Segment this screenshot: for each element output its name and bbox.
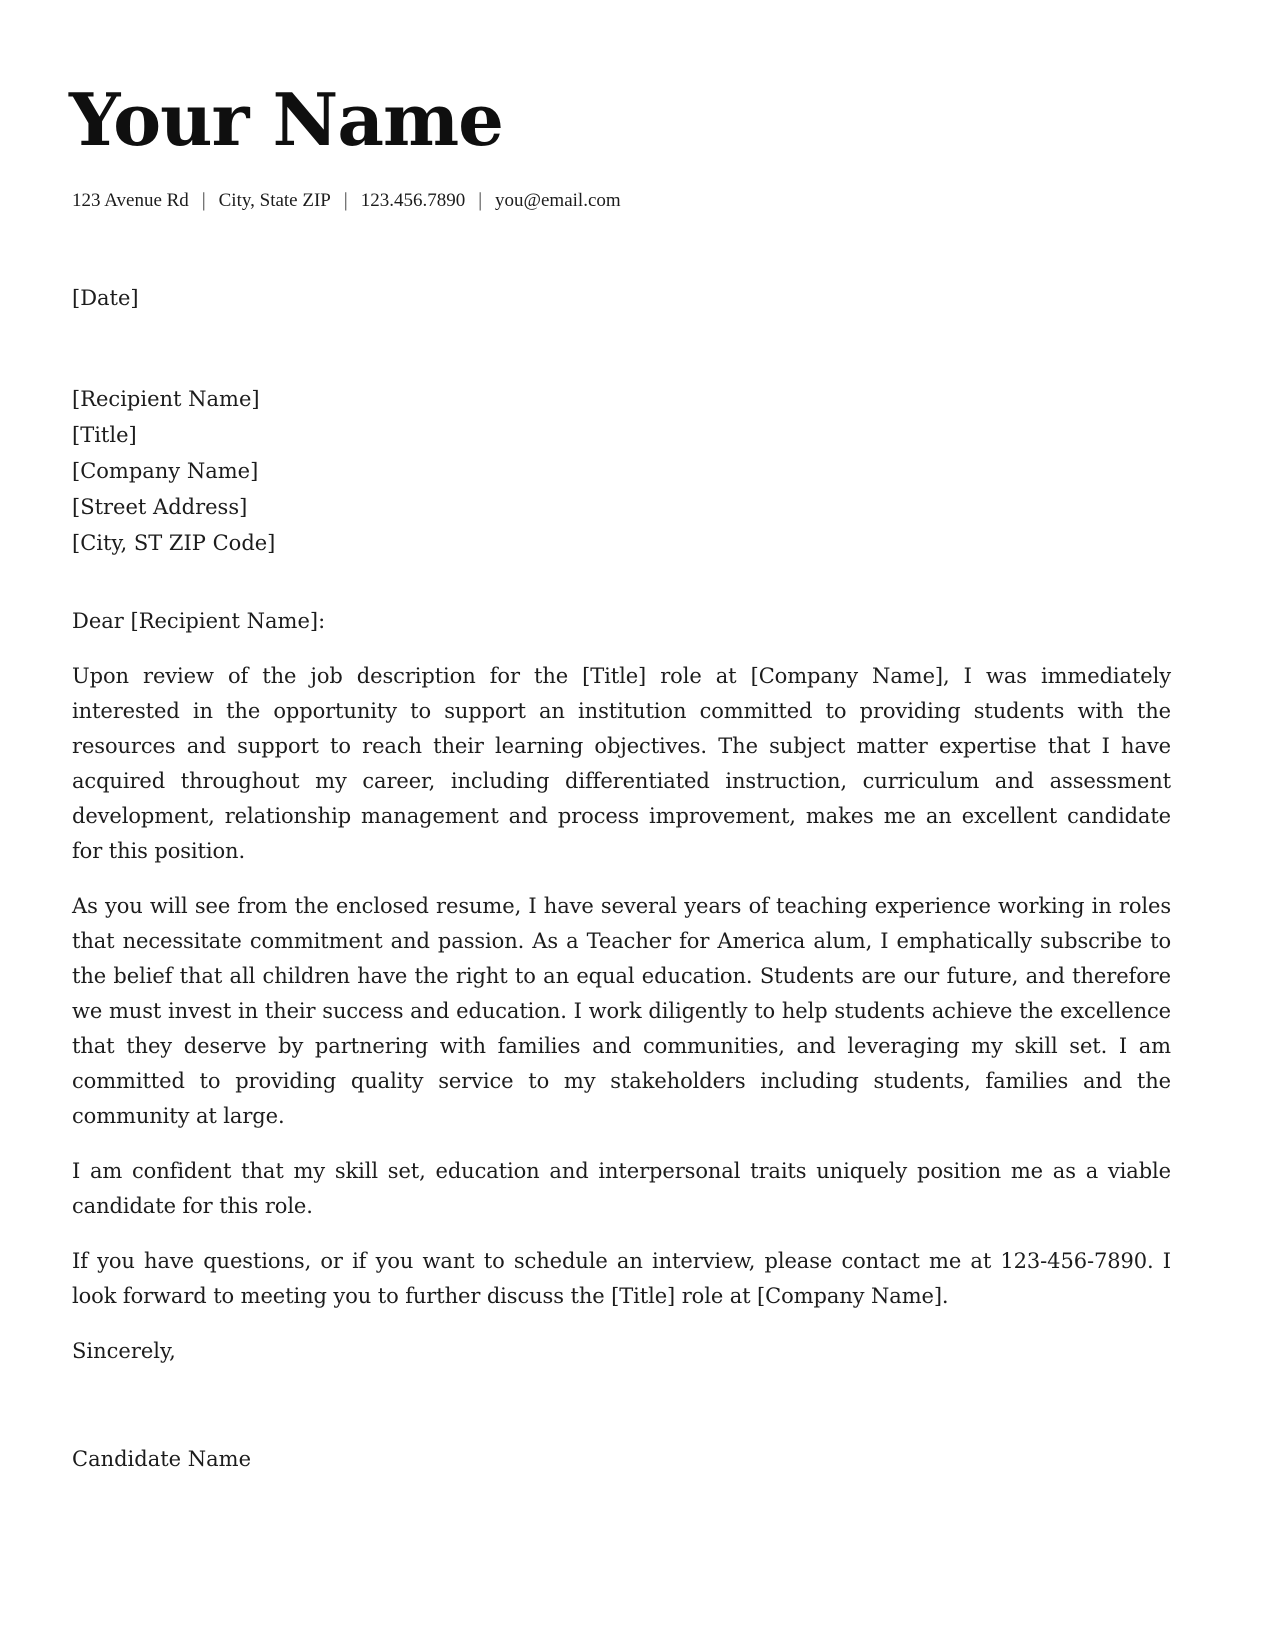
contact-line [72, 190, 1171, 212]
contact-phone: 123.456.7890 [360, 190, 466, 211]
recipient-city-line: [City, ST ZIP Code] [72, 531, 276, 555]
contact-city-state-zip: City, State ZIP [218, 190, 331, 211]
recipient-street-line: [Street Address] [72, 495, 248, 519]
body-paragraph-1: Upon review of the job description for the [Title] role at [Company Name], I was immediately interested in the opportunity to support an institution committed to providing students with the resources and support to reach their learning objectives. The subject matter expertise that I have acquired throughout my career, including differentiated instruction, curriculum and assessment development, relationship management and process improvement, makes me an excellent candidate for this position. [72, 664, 1171, 863]
salutation: Dear [Recipient Name]: [72, 609, 326, 633]
page-title: Your Name [69, 77, 503, 162]
contact-separator: | [343, 189, 348, 212]
body-paragraph-4: If you have questions, or if you want to schedule an interview, please contact me at 123-456-7890. I look forward to meeting you to further discuss the [Title] role at [Company Name]. [72, 1249, 1171, 1308]
date-placeholder: [Date] [72, 286, 139, 310]
recipient-block [72, 381, 1171, 561]
body-paragraph-2: As you will see from the enclosed resume, I have several years of teaching experience working in roles that necessitate commitment and passion. As a Teacher for America alum, I emphatically subscribe to the belief that all children have the right to an equal education. Students are our future, and therefore we must invest in their success and education. I work diligently to help students achieve the excellence that they deserve by partnering with families and communities, and leveraging my skill set. I am committed to providing quality service to my stakeholders including students, families and the community at large. [72, 894, 1171, 1128]
body-paragraph-3: I am confident that my skill set, education and interpersonal traits uniquely position me as a viable candidate for this role. [72, 1159, 1171, 1218]
signature-name: Candidate Name [72, 1447, 252, 1471]
contact-separator: | [201, 189, 206, 212]
closing: Sincerely, [72, 1339, 176, 1363]
recipient-name-line: [Recipient Name] [72, 387, 260, 411]
contact-address: 123 Avenue Rd [72, 190, 189, 211]
recipient-title-line: [Title] [72, 423, 137, 447]
contact-email: you@email.com [495, 190, 621, 211]
recipient-company-line: [Company Name] [72, 459, 259, 483]
contact-separator: | [478, 189, 482, 212]
